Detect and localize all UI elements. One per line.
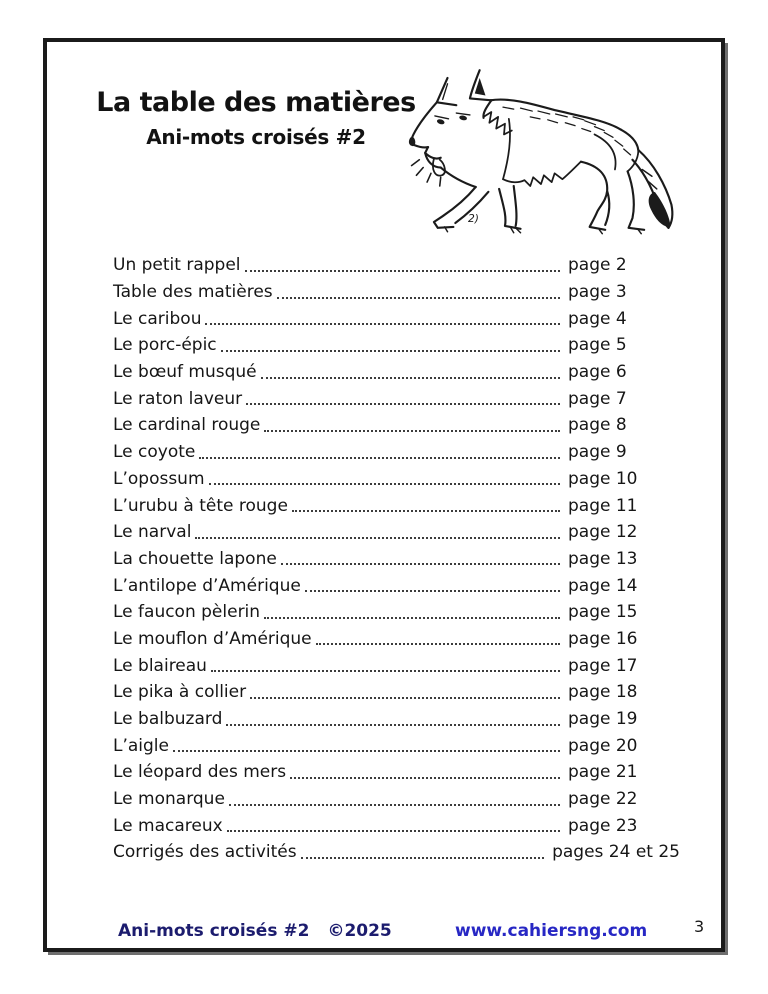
coyote-haunch [595,134,616,169]
toc-row [113,305,680,332]
toc-dot-leader [245,259,561,272]
toc-dot-leader [227,819,560,832]
toc-entry-page: page 10 [568,468,638,489]
toc-entry-page: page 8 [568,415,627,436]
toc-entry-label: La chouette lapone [113,548,277,569]
toc-entry-page: page 4 [568,308,627,329]
toc-entry-page: page 20 [568,735,638,756]
coyote-pant-marks [412,160,441,186]
coyote-hip [621,130,639,150]
toc-row [113,732,680,759]
toc-row [113,519,680,546]
toc-row [113,252,680,279]
footer-copyright: ©2025 [327,921,392,941]
toc-dot-leader [195,526,560,539]
toc-row [113,599,680,626]
toc-entry-label: Le porc-épic [113,335,217,356]
toc-dot-leader [173,739,560,752]
toc-row [113,759,680,786]
toc-row [113,385,680,412]
toc-dot-leader [301,846,544,859]
toc-dot-leader [221,339,560,352]
toc-entry-page: page 12 [568,522,638,543]
toc-row [113,412,680,439]
toc-row [113,839,680,866]
toc-entry-label: Le raton laveur [113,388,243,409]
toc-entry-page: page 11 [568,495,638,516]
footer-website-link[interactable]: www.cahiersng.com [455,921,648,941]
toc-entry-label: Le balbuzard [113,709,223,730]
footer-page-number: 3 [694,917,705,936]
header-block [76,88,436,149]
toc-entry-page: page 15 [568,602,638,623]
footer-booklet-title: Ani-mots croisés #2 [118,921,310,941]
toc-entry-label: Le macareux [113,815,223,836]
toc-entry-label: Le narval [113,522,192,543]
toc-entry-page: page 23 [568,815,638,836]
toc-entry-page: page 17 [568,655,638,676]
toc-entry-label: Un petit rappel [113,255,241,276]
toc-dot-leader [277,286,560,299]
toc-entry-label: L’aigle [113,735,169,756]
toc-entry-page: page 19 [568,709,638,730]
toc-dot-leader [264,606,560,619]
toc-entry-page: page 18 [568,682,638,703]
toc-dot-leader [290,766,560,779]
toc-dot-leader [264,419,560,432]
toc-entry-label: Le monarque [113,789,225,810]
coyote-neck-front [441,168,476,187]
coyote-signature: 2) [467,212,479,226]
toc-row [113,812,680,839]
toc-entry-label: Le faucon pèlerin [113,602,261,623]
coyote-near-front-leg [499,186,520,229]
coyote-nose [409,137,415,146]
coyote-head [411,102,436,147]
toc-entry-page: page 6 [568,362,627,383]
toc-entry-page: page 22 [568,789,638,810]
toc-dot-leader [305,579,560,592]
toc-entry-label: L’opossum [113,468,205,489]
toc-row [113,466,680,493]
coyote-eye-right [459,115,468,121]
toc-dot-leader [250,686,560,699]
page-subtitle: Ani-mots croisés #2 [146,124,366,149]
coyote-far-hind-leg [628,171,645,229]
toc-entry-label: L’urubu à tête rouge [113,495,288,516]
coyote-tail-tip [649,192,671,227]
toc-entry-page: page 7 [568,388,627,409]
toc-entry-label: Table des matières [113,282,273,303]
toc-entry-page: page 3 [568,282,627,303]
toc-entry-page: page 13 [568,548,638,569]
toc-entry-page: page 16 [568,628,638,649]
toc-entry-page: page 2 [568,255,627,276]
toc-row [113,706,680,733]
toc-row [113,546,680,573]
toc-row [113,626,680,653]
toc-row [113,279,680,306]
toc-entry-page: page 21 [568,762,638,783]
page-title: La table des matières [96,87,416,118]
toc-dot-leader [226,713,560,726]
toc-row [113,359,680,386]
toc-entry-label: Corrigés des activités [113,842,297,863]
toc-entry-label: Le bœuf musqué [113,362,257,383]
toc-entry-label: L’antilope d’Amérique [113,575,301,596]
toc-entry-label: Le pika à collier [113,682,247,703]
toc-row [113,492,680,519]
toc-row [113,332,680,359]
table-of-contents [113,252,680,866]
toc-entry-page: pages 24 et 25 [552,842,680,863]
coyote-neck-ruff [484,112,512,134]
coyote-left-ear [437,78,456,105]
coyote-far-front-leg [434,187,489,228]
toc-dot-leader [199,446,560,459]
toc-dot-leader [261,366,560,379]
toc-entry-page: page 9 [568,442,627,463]
toc-entry-label: Le coyote [113,442,196,463]
toc-dot-leader [209,472,560,485]
coyote-eye-left [436,118,445,125]
toc-row [113,572,680,599]
toc-entry-page: page 5 [568,335,627,356]
toc-entry-label: Le léopard des mers [113,762,287,783]
toc-entry-label: Le blaireau [113,655,207,676]
coyote-illustration [394,56,686,244]
toc-entry-label: Le cardinal rouge [113,415,261,436]
toc-entry-page: page 14 [568,575,638,596]
toc-dot-leader [246,392,560,405]
coyote-near-hind-leg [581,162,609,230]
toc-dot-leader [316,632,560,645]
toc-dot-leader [292,499,560,512]
toc-row [113,679,680,706]
toc-dot-leader [281,552,560,565]
toc-row [113,786,680,813]
toc-entry-label: Le mouflon d’Amérique [113,628,312,649]
toc-dot-leader [205,312,560,325]
coyote-belly [503,162,581,186]
footer-booklet-group [118,921,392,941]
coyote-paw-claws [445,227,642,234]
toc-dot-leader [229,793,560,806]
toc-entry-label: Le caribou [113,308,202,329]
toc-row [113,652,680,679]
toc-row [113,439,680,466]
toc-dot-leader [211,659,560,672]
